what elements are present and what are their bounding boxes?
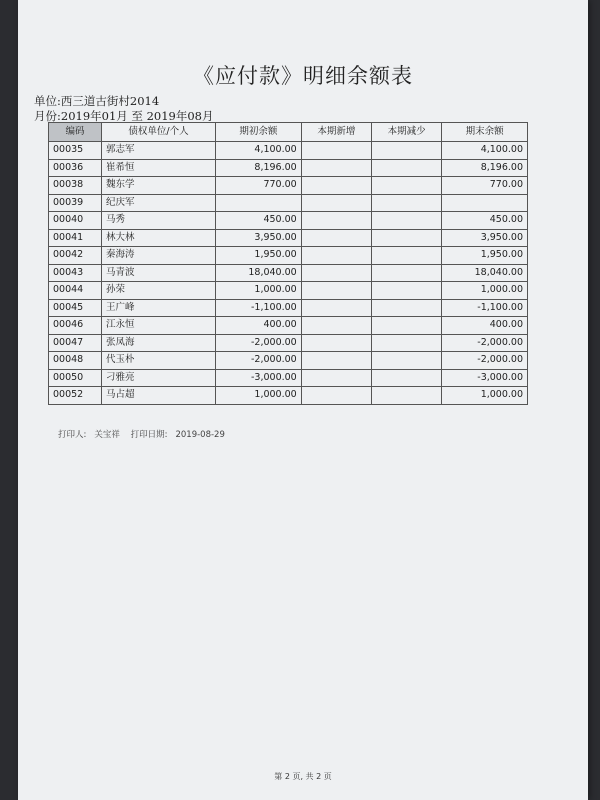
row-added xyxy=(301,177,371,195)
row-code: 00046 xyxy=(49,317,102,335)
row-reduced xyxy=(371,159,441,177)
row-added xyxy=(301,334,371,352)
row-opening: -1,100.00 xyxy=(216,299,302,317)
row-closing: 4,100.00 xyxy=(442,142,528,160)
row-closing xyxy=(442,194,528,212)
row-opening: 1,950.00 xyxy=(216,247,302,265)
row-creditor: 代玉朴 xyxy=(102,352,216,370)
unit-line xyxy=(34,93,159,109)
row-code: 00050 xyxy=(49,369,102,387)
row-added xyxy=(301,352,371,370)
table-row xyxy=(49,159,528,177)
row-creditor: 刁雅亮 xyxy=(102,369,216,387)
row-added xyxy=(301,387,371,405)
row-opening: 400.00 xyxy=(216,317,302,335)
row-opening: 450.00 xyxy=(216,212,302,230)
row-added xyxy=(301,194,371,212)
row-code: 00041 xyxy=(49,229,102,247)
row-added xyxy=(301,159,371,177)
table-row xyxy=(49,317,528,335)
table-row xyxy=(49,264,528,282)
table-row xyxy=(49,282,528,300)
row-closing: -2,000.00 xyxy=(442,334,528,352)
table-row xyxy=(49,212,528,230)
document-page xyxy=(18,0,588,800)
row-added xyxy=(301,247,371,265)
table-row xyxy=(49,177,528,195)
row-closing: 3,950.00 xyxy=(442,229,528,247)
row-reduced xyxy=(371,352,441,370)
unit-value: 西三道古街村2014 xyxy=(60,94,160,108)
row-opening: 1,000.00 xyxy=(216,387,302,405)
header-reduced: 本期减少 xyxy=(371,123,441,142)
row-closing: 18,040.00 xyxy=(442,264,528,282)
row-opening: -3,000.00 xyxy=(216,369,302,387)
row-closing: -3,000.00 xyxy=(442,369,528,387)
row-code: 00047 xyxy=(49,334,102,352)
row-closing: -1,100.00 xyxy=(442,299,528,317)
table-row xyxy=(49,334,528,352)
row-opening: 4,100.00 xyxy=(216,142,302,160)
row-creditor: 郭志军 xyxy=(102,142,216,160)
row-reduced xyxy=(371,247,441,265)
row-opening: 770.00 xyxy=(216,177,302,195)
row-code: 00039 xyxy=(49,194,102,212)
row-code: 00042 xyxy=(49,247,102,265)
row-opening: -2,000.00 xyxy=(216,352,302,370)
row-code: 00038 xyxy=(49,177,102,195)
row-reduced xyxy=(371,212,441,230)
row-creditor: 张凤海 xyxy=(102,334,216,352)
row-reduced xyxy=(371,299,441,317)
period-value: 2019年01月 至 2019年08月 xyxy=(60,109,214,123)
row-creditor: 崔希恒 xyxy=(102,159,216,177)
row-reduced xyxy=(371,229,441,247)
row-added xyxy=(301,299,371,317)
row-closing: -2,000.00 xyxy=(442,352,528,370)
row-opening: 3,950.00 xyxy=(216,229,302,247)
row-closing: 400.00 xyxy=(442,317,528,335)
table-row xyxy=(49,352,528,370)
row-opening xyxy=(216,194,302,212)
row-creditor: 马占超 xyxy=(102,387,216,405)
printer-label: 打印人: xyxy=(58,430,87,440)
row-reduced xyxy=(371,194,441,212)
page-footer: 第 2 页, 共 2 页 xyxy=(274,772,332,781)
row-closing: 1,950.00 xyxy=(442,247,528,265)
printer-name: 关宝祥 xyxy=(94,430,120,440)
print-date-label: 打印日期: xyxy=(130,430,168,440)
row-creditor: 孙荣 xyxy=(102,282,216,300)
row-reduced xyxy=(371,387,441,405)
row-code: 00043 xyxy=(49,264,102,282)
row-code: 00035 xyxy=(49,142,102,160)
row-added xyxy=(301,229,371,247)
row-opening: -2,000.00 xyxy=(216,334,302,352)
table-row xyxy=(49,299,528,317)
header-closing: 期末余额 xyxy=(442,123,528,142)
row-creditor: 马秀 xyxy=(102,212,216,230)
row-creditor: 秦海涛 xyxy=(102,247,216,265)
row-closing: 450.00 xyxy=(442,212,528,230)
row-reduced xyxy=(371,334,441,352)
row-reduced xyxy=(371,142,441,160)
print-info xyxy=(58,428,233,440)
row-opening: 1,000.00 xyxy=(216,282,302,300)
row-added xyxy=(301,212,371,230)
row-reduced xyxy=(371,264,441,282)
table-header-row xyxy=(49,123,528,142)
row-creditor: 魏东学 xyxy=(102,177,216,195)
row-creditor: 王广峰 xyxy=(102,299,216,317)
row-added xyxy=(301,264,371,282)
row-closing: 770.00 xyxy=(442,177,528,195)
table-row xyxy=(49,194,528,212)
row-code: 00052 xyxy=(49,387,102,405)
row-reduced xyxy=(371,317,441,335)
table-row xyxy=(49,142,528,160)
header-creditor: 债权单位/个人 xyxy=(102,123,216,142)
header-added: 本期新增 xyxy=(301,123,371,142)
row-code: 00048 xyxy=(49,352,102,370)
row-code: 00044 xyxy=(49,282,102,300)
row-reduced xyxy=(371,282,441,300)
row-reduced xyxy=(371,177,441,195)
row-code: 00045 xyxy=(49,299,102,317)
row-code: 00036 xyxy=(49,159,102,177)
report-title: 《应付款》明细余额表 xyxy=(193,64,413,88)
row-opening: 18,040.00 xyxy=(216,264,302,282)
row-code: 00040 xyxy=(49,212,102,230)
row-creditor: 江永恒 xyxy=(102,317,216,335)
row-reduced xyxy=(371,369,441,387)
row-creditor: 马青波 xyxy=(102,264,216,282)
table-row xyxy=(49,369,528,387)
unit-label: 单位: xyxy=(34,94,61,108)
balance-table xyxy=(48,122,528,405)
row-added xyxy=(301,282,371,300)
header-opening: 期初余额 xyxy=(216,123,302,142)
header-code: 编码 xyxy=(49,123,102,142)
table-row xyxy=(49,229,528,247)
row-closing: 8,196.00 xyxy=(442,159,528,177)
table-row xyxy=(49,387,528,405)
row-creditor: 纪庆军 xyxy=(102,194,216,212)
row-creditor: 林大林 xyxy=(102,229,216,247)
row-opening: 8,196.00 xyxy=(216,159,302,177)
row-closing: 1,000.00 xyxy=(442,282,528,300)
row-added xyxy=(301,142,371,160)
row-added xyxy=(301,317,371,335)
print-date: 2019-08-29 xyxy=(175,430,225,440)
table-row xyxy=(49,247,528,265)
row-closing: 1,000.00 xyxy=(442,387,528,405)
period-label: 月份: xyxy=(34,109,61,123)
row-added xyxy=(301,369,371,387)
